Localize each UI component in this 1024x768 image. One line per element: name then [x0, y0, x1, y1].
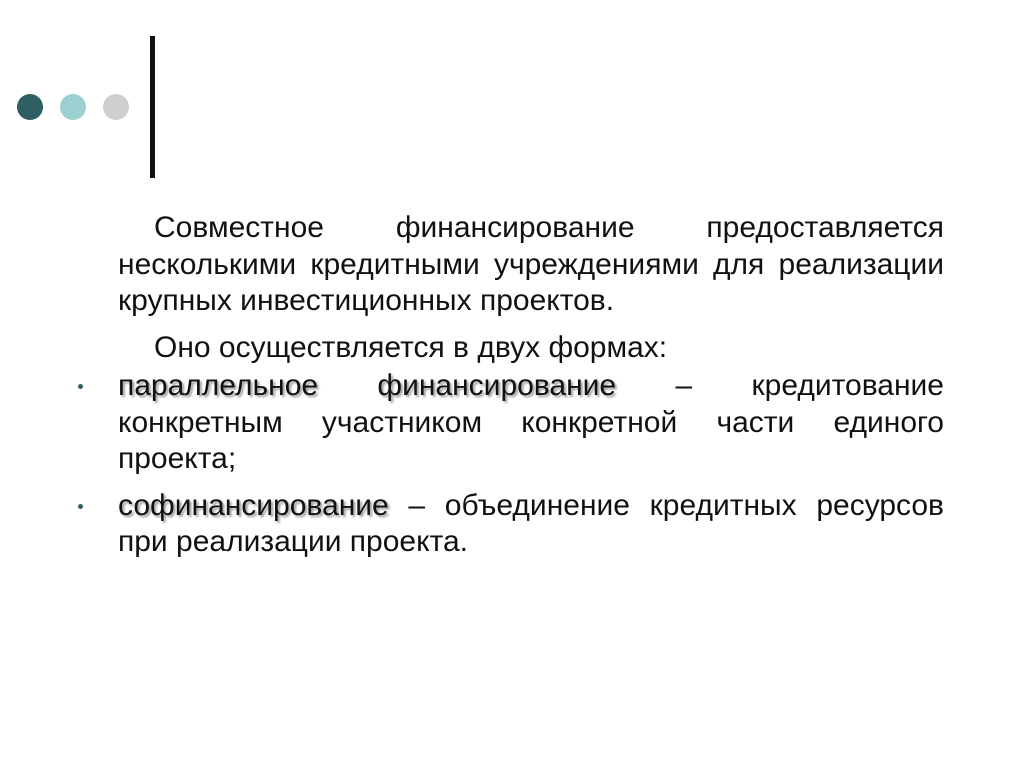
- forms-paragraph: Оно осуществляется в двух формах:: [154, 330, 668, 364]
- bullet-term: софинансирование: [118, 488, 389, 522]
- slide-body: [118, 210, 944, 571]
- decorative-dot-gray: [103, 94, 129, 120]
- bullet-item-cofinancing: [118, 488, 944, 561]
- bullet-icon: [78, 504, 83, 509]
- decorative-dot-dark: [17, 94, 43, 120]
- decorative-vertical-line: [150, 36, 155, 178]
- intro-paragraph: Совместное финансирование предоставляется несколькими кредитными учреждениями для реализации крупных инвестиционных проектов.: [118, 211, 944, 317]
- bullet-term: параллельное финансирование: [118, 369, 617, 402]
- bullet-icon: [78, 384, 83, 389]
- decorative-dot-light: [60, 94, 86, 120]
- bullet-text: – кредитование конкретным участником конкретной части единого проекта;: [118, 369, 944, 475]
- bullet-item-parallel-financing: [118, 368, 944, 478]
- bullet-text: – объединение кредитных ресурсов при реализации проекта.: [118, 488, 944, 558]
